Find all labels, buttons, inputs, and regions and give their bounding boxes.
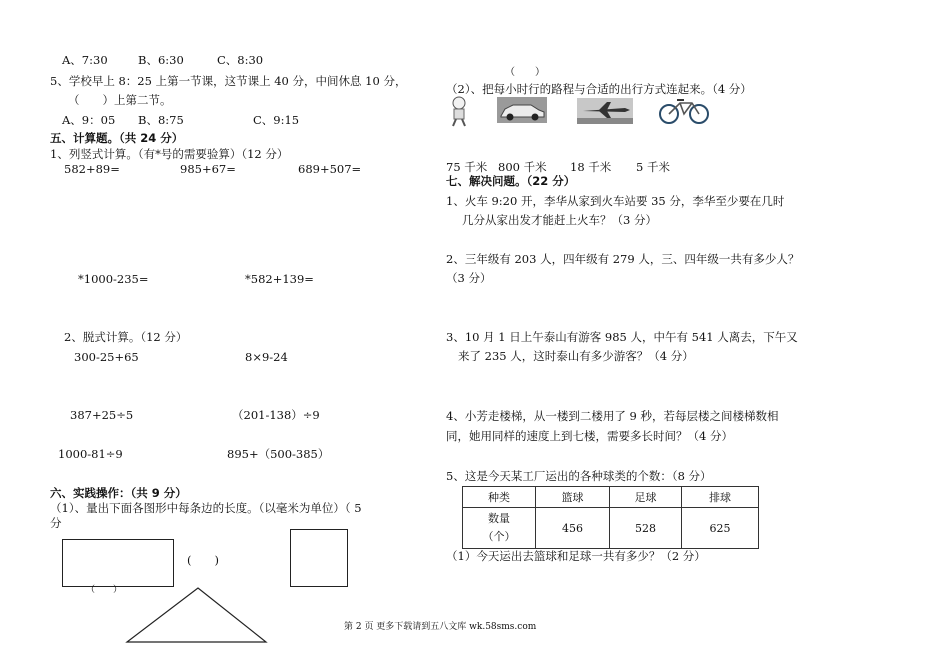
ball-count-table	[462, 486, 759, 549]
problem-4-line2: 同，她用同样的速度上到七楼，需要多长时间？（4 分）	[446, 429, 733, 443]
q4-option-c: C、8:30	[217, 53, 264, 67]
speed-4: 5 千米	[636, 160, 670, 174]
calc2-item-2: 8×9-24	[245, 350, 288, 364]
square-shape	[290, 529, 348, 587]
table-cell: 625	[682, 508, 759, 549]
airplane-icon	[577, 98, 633, 124]
problem-5-title: 5、这是今天某工厂运出的各种球类的个数：（8 分）	[446, 469, 712, 483]
table-header-cell: 篮球	[536, 487, 610, 508]
car-icon	[497, 97, 547, 123]
calc1-item-4: *1000-235=	[78, 272, 149, 286]
speed-1: 75 千米	[446, 160, 488, 174]
calc2-item-4: （201-138）÷9	[232, 408, 320, 422]
problem-4-line1: 4、小芳走楼梯，从一楼到二楼用了 9 秒，若每层楼之间楼梯数相	[446, 409, 779, 423]
problem-2-line2: （3 分）	[446, 271, 492, 285]
q4-option-a: A、7:30	[62, 53, 108, 67]
section-5-title: 五、计算题。（共 24 分）	[50, 131, 184, 145]
blank-parenthesis-2: （ ）	[86, 585, 123, 595]
speed-2: 800 千米	[498, 160, 547, 174]
q5-option-b: B、8:75	[138, 113, 184, 127]
problem-2-line1: 2、三年级有 203 人，四年级有 279 人，三、四年级一共有多少人？	[446, 252, 800, 266]
top-blank-parenthesis: （ ）	[505, 67, 545, 78]
section-7-title: 七、解决问题。（22 分）	[446, 174, 576, 188]
table-header-cell: 足球	[610, 487, 682, 508]
calc2-item-1: 300-25+65	[74, 350, 139, 364]
table-row	[463, 487, 759, 508]
table-header-cell: 排球	[682, 487, 759, 508]
row-label-line2: （个）	[482, 530, 516, 543]
page-footer: 第 2 页 更多下载请到五八文库 wk.58sms.com	[344, 622, 537, 632]
row-label-line1: 数量	[488, 512, 510, 525]
q5-option-a: A、9：05	[62, 113, 116, 127]
problem-1-line2: 几分从家出发才能赶上火车？（3 分）	[462, 213, 657, 227]
practice-1-text: （1）、量出下面各图形中每条边的长度。（以毫米为单位）（ 5	[50, 501, 362, 515]
table-cell: 528	[610, 508, 682, 549]
calc2-item-3: 387+25÷5	[70, 408, 134, 422]
calc1-title: 1、列竖式计算。（有*号的需要验算）（12 分）	[50, 147, 289, 161]
section-6-title: 六、实践操作：（共 9 分）	[50, 486, 187, 500]
question-2-connect: （2）、把每小时行的路程与合适的出行方式连起来。（4 分）	[446, 82, 752, 96]
calc2-item-5: 1000-81÷9	[58, 447, 123, 461]
table-row-label	[463, 508, 536, 549]
q5-option-c: C、9:15	[253, 113, 300, 127]
triangle-shape	[124, 585, 270, 645]
blank-parenthesis: ( )	[187, 553, 219, 567]
rectangle-shape	[62, 539, 174, 587]
calc2-item-6: 895+（500-385）	[227, 447, 330, 461]
calc1-item-5: *582+139=	[245, 272, 314, 286]
table-header-cell: 种类	[463, 487, 536, 508]
calc1-item-3: 689+507=	[298, 162, 362, 176]
bicycle-icon	[658, 95, 710, 125]
calc1-item-1: 582+89=	[64, 162, 120, 176]
question-5-line2: （ ）上第二节。	[68, 93, 172, 107]
problem-1-line1: 1、火车 9:20 开，李华从家到火车站要 35 分，李华至少要在几时	[446, 194, 785, 208]
practice-1-text-end: 分	[50, 516, 62, 530]
question-5-line1: 5、学校早上 8：25 上第一节课，这节课上 40 分，中间休息 10 分，	[50, 74, 407, 88]
walking-child-icon	[446, 95, 472, 127]
problem-3-line1: 3、10 月 1 日上午泰山有游客 985 人，中午有 541 人离去，下午又	[446, 330, 798, 344]
problem-5-q1: （1）今天运出去篮球和足球一共有多少？（2 分）	[446, 549, 706, 563]
table-row	[463, 508, 759, 549]
problem-3-line2: 来了 235 人，这时泰山有多少游客？（4 分）	[458, 349, 694, 363]
q4-option-b: B、6:30	[138, 53, 184, 67]
calc1-item-2: 985+67=	[180, 162, 236, 176]
calc2-title: 2、脱式计算。（12 分）	[64, 330, 188, 344]
speed-3: 18 千米	[570, 160, 612, 174]
table-cell: 456	[536, 508, 610, 549]
